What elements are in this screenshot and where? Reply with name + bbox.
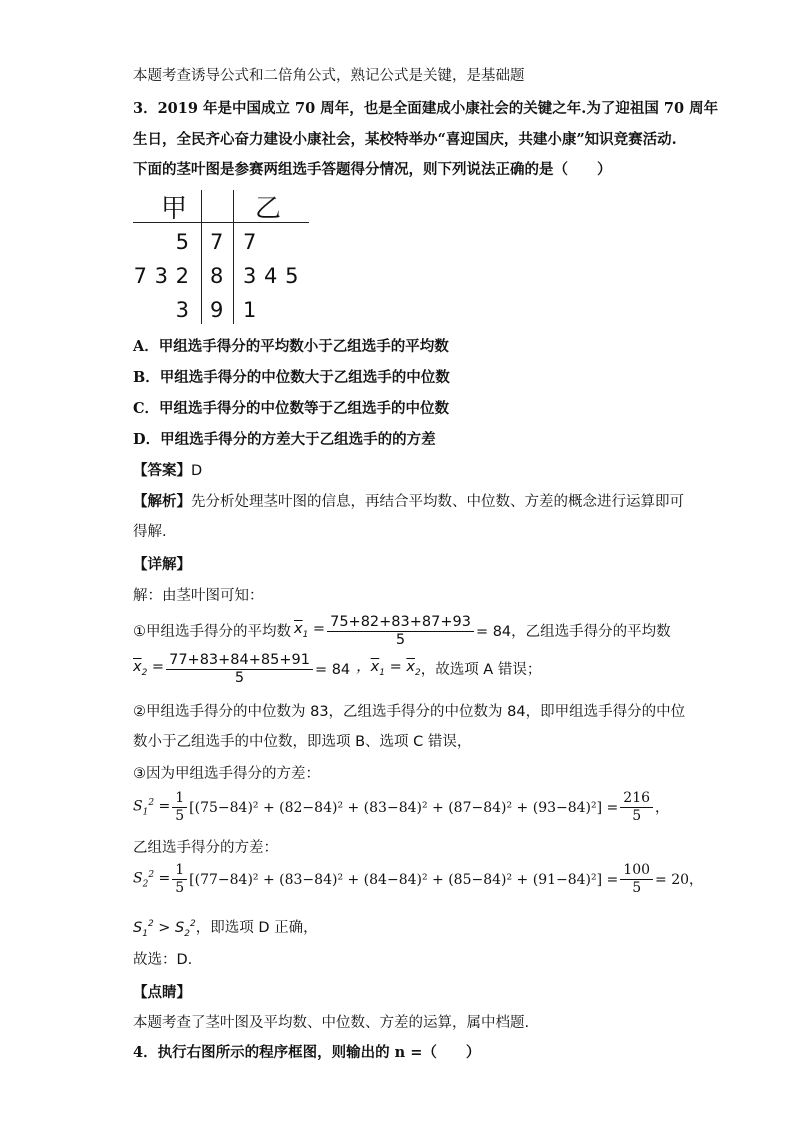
left-leaves-row-1: 5 xyxy=(175,230,189,254)
mean-equality: ，$\overline{x}_1 = \overline{x}_2$ xyxy=(356,658,421,678)
mean-line-1 xyxy=(133,614,671,649)
question-3-line-1: 3．2019 年是中国成立 70 周年，也是全面建成小康社会的关键之年.为了迎祖国 70 周年 xyxy=(133,100,719,117)
question-3-line-3: 下面的茎叶图是参赛两组选手答题得分情况，则下列说法正确的是（ ） xyxy=(133,161,612,178)
option-d: D．甲组选手得分的方差大于乙组选手的的方差 xyxy=(133,431,436,448)
mean-fraction-2 xyxy=(166,652,313,687)
header-divider xyxy=(133,222,309,223)
detail-label: 【详解】 xyxy=(133,557,191,573)
stem-and-leaf-plot xyxy=(133,190,313,330)
mean-fraction-1-numerator: 75+82+83+87+93 xyxy=(327,614,474,632)
mean-symbol-2: $\overline{x}_2$ = xyxy=(133,658,165,678)
stem-row-1: 7 xyxy=(210,230,224,254)
left-leaves-row-2: 7 3 2 xyxy=(133,264,189,288)
variance-symbol-1: $S_1^2$ = xyxy=(133,797,171,818)
question-4: 4．执行右图所示的程序框图，则输出的 n =（ ） xyxy=(133,1044,481,1061)
variance-body-2: [(77−84)² + (83−84)² + (84−84)² + (85−84)² + (91−84)²] = xyxy=(189,871,619,888)
variance-result-2-denominator: 5 xyxy=(632,880,642,896)
mean-symbol-1: $\overline{x}_1$ = xyxy=(294,620,326,640)
left-leaves-row-3: 3 xyxy=(175,298,189,322)
stem-row-3: 9 xyxy=(210,298,224,322)
variance-coef-2-numerator: 1 xyxy=(172,862,187,880)
variance-coef-2-denominator: 5 xyxy=(175,880,185,896)
right-leaves-row-3: 1 xyxy=(243,298,257,322)
right-leaves-row-2: 3 4 5 xyxy=(243,264,299,288)
mean-fraction-2-denominator: 5 xyxy=(234,670,245,686)
mean-fraction-1-denominator: 5 xyxy=(395,632,406,648)
mean-result-1: = 84 xyxy=(475,623,512,640)
comment-label: 【点睛】 xyxy=(133,985,191,1001)
answer-label: 【答案】 xyxy=(133,463,191,479)
left-group-header: 甲 xyxy=(161,194,188,224)
variance-end-1: ， xyxy=(655,799,670,816)
mean-conclusion: ，故选项 A 错误； xyxy=(420,661,542,678)
variance-formula-2 xyxy=(133,862,703,897)
detail-intro: 解：由茎叶图可知： xyxy=(133,588,264,604)
comment-text: 本题考查了茎叶图及平均数、中位数、方差的运算，属中档题. xyxy=(133,1015,530,1031)
variance-coef-1 xyxy=(172,790,187,825)
stem-row-2: 8 xyxy=(210,264,224,288)
variance-result-2 xyxy=(620,862,653,897)
analysis-text: 先分析处理茎叶图的信息，再结合平均数、中位数、方差的概念进行运算即可 xyxy=(191,494,684,510)
variance-result-1-numerator: 216 xyxy=(620,790,653,808)
mean-fraction-1 xyxy=(327,614,474,649)
question-3-line-2: 生日，全民齐心奋力建设小康社会，某校特举办“喜迎国庆，共建小康”知识竞赛活动. xyxy=(133,131,677,148)
variance-coef-1-denominator: 5 xyxy=(175,808,185,824)
option-c: C．甲组选手得分的中位数等于乙组选手的中位数 xyxy=(133,400,450,417)
left-divider xyxy=(201,190,202,324)
right-group-header: 乙 xyxy=(255,194,282,224)
mean-fraction-2-numerator: 77+83+84+85+91 xyxy=(166,652,313,670)
median-line-2: 数小于乙组选手的中位数，即选项 B、选项 C 错误， xyxy=(133,734,472,750)
mean-result-2: = 84 xyxy=(314,661,351,678)
variance-symbol-2: $S_2^2$ = xyxy=(133,869,171,890)
variance-formula-1 xyxy=(133,790,669,825)
analysis-line-1 xyxy=(133,492,684,512)
mean-text-a: ①甲组选手得分的平均数 xyxy=(133,623,291,640)
option-b: B．甲组选手得分的中位数大于乙组选手的中位数 xyxy=(133,369,450,386)
mean-text-b: ，乙组选手得分的平均数 xyxy=(511,623,671,640)
variance-result-2-numerator: 100 xyxy=(620,862,653,880)
variance-intro-2: 乙组选手得分的方差： xyxy=(133,840,278,856)
right-leaves-row-1: 7 xyxy=(243,230,257,254)
option-a: A．甲组选手得分的平均数小于乙组选手的平均数 xyxy=(133,338,449,355)
variance-end-2: = 20， xyxy=(655,871,704,888)
variance-coef-2 xyxy=(172,862,187,897)
analysis-line-2: 得解. xyxy=(133,524,167,540)
variance-result-1 xyxy=(620,790,653,825)
variance-coef-1-numerator: 1 xyxy=(172,790,187,808)
answer-value: D xyxy=(191,463,203,479)
analysis-label: 【解析】 xyxy=(133,494,191,510)
variance-result-1-denominator: 5 xyxy=(632,808,642,824)
text-line: 本题考查诱导公式和二倍角公式，熟记公式是关键，是基础题 xyxy=(133,68,525,84)
variance-intro-1: ③因为甲组选手得分的方差： xyxy=(133,766,320,782)
final-choice: 故选：D. xyxy=(133,952,193,968)
variance-compare xyxy=(133,914,318,944)
variance-conclusion: ，即选项 D 正确， xyxy=(195,919,318,936)
mean-line-2 xyxy=(133,652,541,687)
variance-body-1: [(75−84)² + (82−84)² + (83−84)² + (87−84)² + (93−84)²] = xyxy=(189,799,619,816)
variance-inequality: $S_1^2 > S_2^2$ xyxy=(133,919,196,939)
median-line-1: ②甲组选手得分的中位数为 83，乙组选手得分的中位数为 84，即甲组选手得分的中位 xyxy=(133,704,686,720)
answer-line xyxy=(133,461,202,481)
right-divider xyxy=(233,190,234,324)
